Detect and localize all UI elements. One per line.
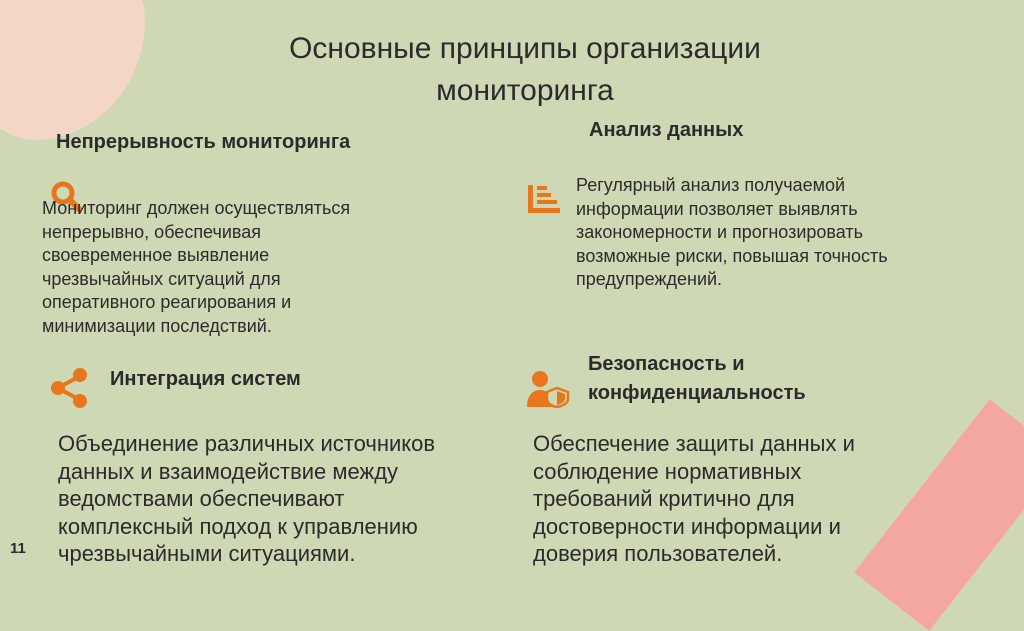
section-text-integration: [58, 430, 435, 568]
text-line: требований критично для: [533, 486, 795, 511]
bar-chart-icon: [526, 183, 562, 215]
text-line: соблюдение нормативных: [533, 458, 802, 484]
text-line: возможные риски, повышая точность: [576, 245, 888, 266]
text-line: непрерывно, обеспечивая: [42, 221, 262, 242]
section-heading-integration: Интеграция систем: [110, 368, 301, 390]
text-line: доверия пользователей.: [533, 541, 783, 566]
heading-line: Безопасность и: [588, 353, 745, 375]
share-icon: [48, 366, 92, 410]
text-line: информации позволяет выявлять: [576, 198, 858, 219]
text-line: Мониторинг должен осуществляться: [42, 198, 351, 218]
section-text-continuity: [42, 197, 350, 338]
decorative-stripe: [854, 399, 1024, 631]
text-line: закономерности и прогнозировать: [576, 222, 864, 242]
section-heading-analysis: Анализ данных: [589, 119, 744, 141]
page-number: 11: [10, 540, 26, 557]
user-shield-icon: [526, 370, 570, 408]
text-line: Регулярный анализ получаемой: [576, 175, 846, 195]
text-line: минимизации последствий.: [42, 315, 272, 336]
section-heading-security: [588, 350, 806, 408]
slide-title-line-1: Основные принципы организации: [289, 32, 761, 65]
text-line: оперативного реагирования и: [42, 292, 292, 312]
section-text-security: [533, 430, 855, 568]
text-line: Обеспечение защиты данных и: [533, 431, 855, 456]
text-line: комплексный подход к управлению: [58, 513, 418, 539]
section-heading-continuity: Непрерывность мониторинга: [56, 131, 351, 153]
heading-line: конфиденциальность: [588, 382, 806, 404]
text-line: предупреждений.: [576, 269, 723, 289]
text-line: ведомствами обеспечивают: [58, 486, 345, 511]
text-line: своевременное выявление: [42, 245, 270, 265]
text-line: данных и взаимодействие между: [58, 458, 399, 484]
text-line: достоверности информации и: [533, 513, 841, 539]
text-line: чрезвычайными ситуациями.: [58, 541, 356, 566]
text-line: чрезвычайных ситуаций для: [42, 268, 281, 289]
slide-title-line-2: мониторинга: [436, 74, 614, 107]
section-text-analysis: [576, 174, 888, 292]
text-line: Объединение различных источников: [58, 431, 436, 456]
slide-title: [180, 28, 870, 112]
decorative-blob: [0, 0, 145, 140]
